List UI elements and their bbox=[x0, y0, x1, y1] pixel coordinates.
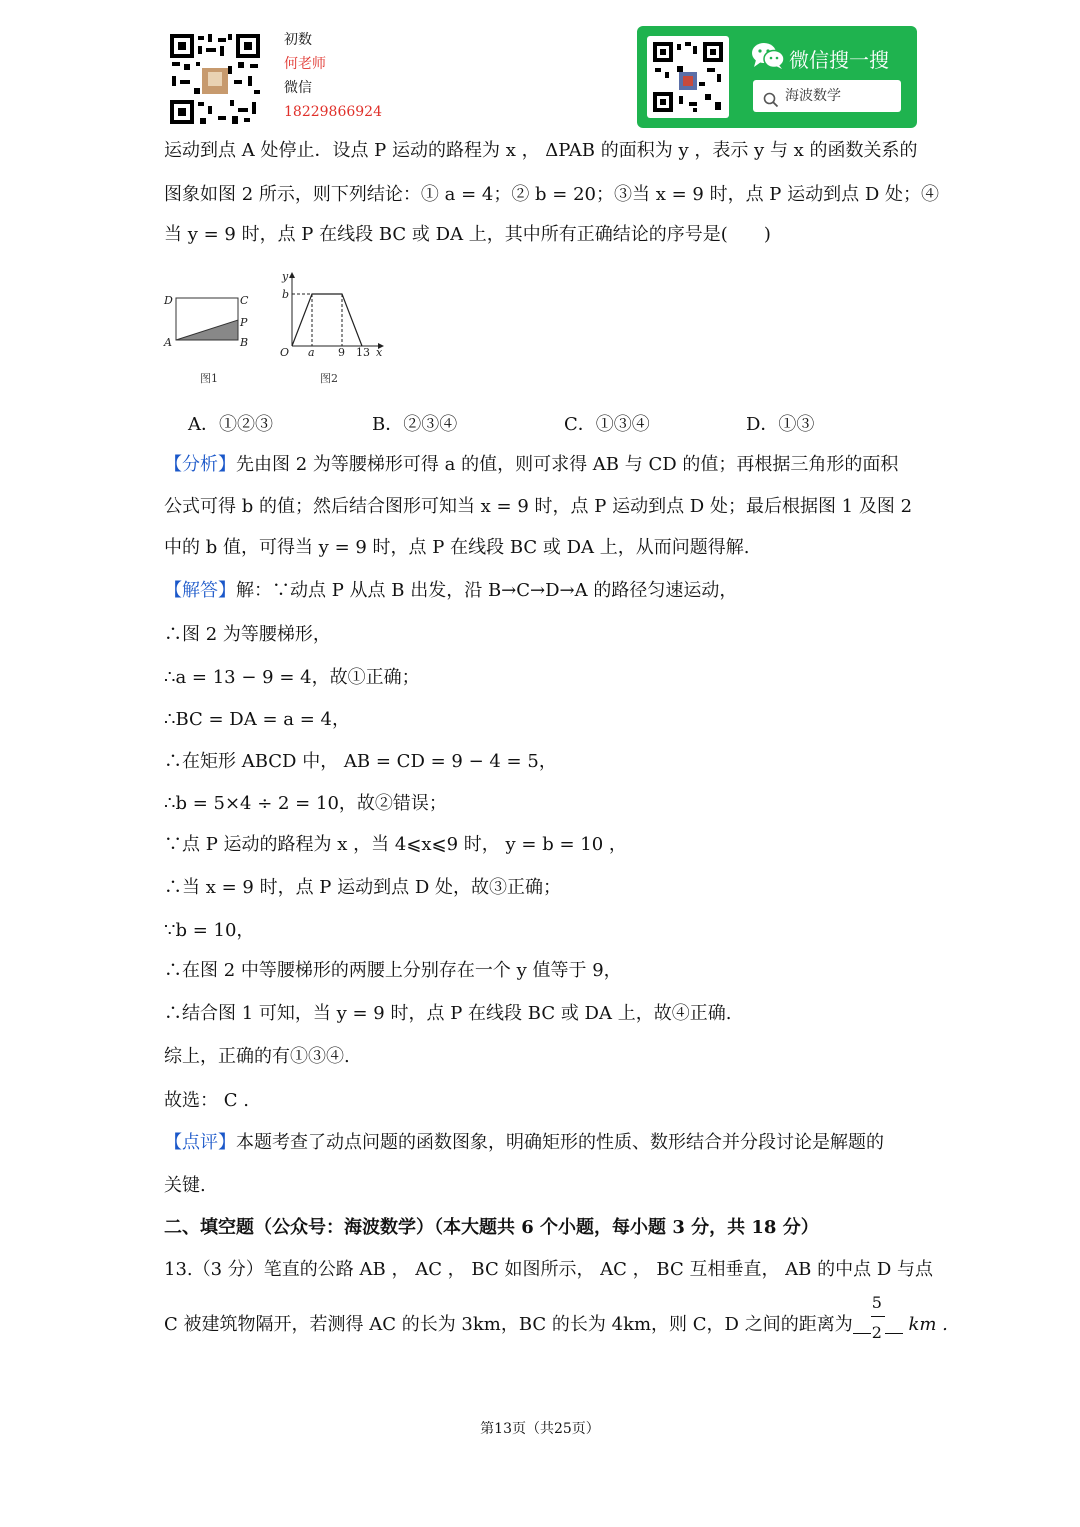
figure-1-caption: 图1 bbox=[200, 372, 218, 385]
solution-step: ∴b = 5×4 ÷ 2 = 10，故②错误； bbox=[164, 793, 447, 814]
fig2-label-b: b bbox=[282, 288, 290, 301]
fig1-label-b: B bbox=[240, 336, 249, 349]
solution-step: ∴图 2 为等腰梯形， bbox=[164, 624, 331, 645]
q13-answer-numerator: 5 bbox=[871, 1293, 882, 1312]
q13-answer-denominator: 2 bbox=[871, 1323, 882, 1342]
analysis-line-3: 中的 b 值，可得当 y = 9 时，点 P 在线段 BC 或 DA 上，从而问题得解. bbox=[164, 537, 750, 558]
solution-step: ∵点 P 运动的路程为 x ，当 4⩽x⩽9 时， y = b = 10 ， bbox=[164, 834, 627, 855]
solution-step: ∴当 x = 9 时，点 P 运动到点 D 处，故③正确； bbox=[164, 877, 562, 898]
figure-1 bbox=[160, 290, 260, 354]
solution-step: ∴结合图 1 可知，当 y = 9 时，点 P 在线段 BC 或 DA 上，故④正确. bbox=[164, 1003, 732, 1024]
analysis-tag: 【分析】 bbox=[164, 454, 236, 475]
search-icon bbox=[763, 88, 779, 120]
solution-step: ∴BC = DA = a = 4， bbox=[164, 709, 350, 730]
problem-line-3: 当 y = 9 时，点 P 在线段 BC 或 DA 上，其中所有正确结论的序号是( ) bbox=[164, 224, 771, 245]
fig2-label-9: 9 bbox=[338, 346, 345, 359]
solution-step: ∴在矩形 ABCD 中， AB = CD = 9 − 4 = 5， bbox=[164, 751, 557, 772]
wechat-search-title: 微信搜一搜 bbox=[789, 48, 889, 72]
option-a[interactable]: A．①②③ bbox=[188, 414, 273, 435]
analysis-line-2: 公式可得 b 的值；然后结合图形可知当 x = 9 时，点 P 运动到点 D 处；最后根据图 1 及图 2 bbox=[164, 496, 913, 517]
q13-line-2 bbox=[164, 1293, 948, 1342]
contact-line-wechat: 微信 bbox=[284, 80, 312, 96]
fig1-label-c: C bbox=[240, 294, 249, 307]
fig1-label-d: D bbox=[164, 294, 173, 307]
contact-line-subject: 初数 bbox=[284, 32, 312, 48]
fig2-label-o: O bbox=[280, 346, 290, 359]
option-c[interactable]: C．①③④ bbox=[564, 414, 650, 435]
fig1-label-a: A bbox=[164, 336, 172, 349]
problem-line-2: 图象如图 2 所示，则下列结论：① a = 4；② b = 20；③当 x = 9 时，点 P 运动到点 D 处；④ bbox=[164, 184, 939, 205]
qr-code-left bbox=[168, 32, 262, 126]
comment-text-1: 本题考查了动点问题的函数图象，明确矩形的性质、数形结合并分段讨论是解题的 bbox=[236, 1132, 884, 1153]
wechat-search-text: 海波数学 bbox=[785, 88, 841, 104]
analysis-line-1 bbox=[164, 452, 898, 478]
problem-line-1: 运动到点 A 处停止．设点 P 运动的路程为 x ， ΔPAB 的面积为 y ，表示 y 与 x 的函数关系的 bbox=[164, 140, 918, 161]
solution-step: ∴在图 2 中等腰梯形的两腰上分别存在一个 y 值等于 9， bbox=[164, 960, 622, 981]
solution-step: ∴a = 13 − 9 = 4，故①正确； bbox=[164, 667, 420, 688]
figure-2 bbox=[270, 268, 390, 360]
fig2-label-y: y bbox=[282, 270, 289, 283]
contact-line-teacher: 何老师 bbox=[284, 56, 326, 72]
qr-code-wechat bbox=[647, 36, 729, 118]
solution-tag: 【解答】 bbox=[164, 580, 236, 601]
solution-text-1: 解：∵动点 P 从点 B 出发，沿 B→C→D→A 的路径匀速运动， bbox=[236, 580, 738, 601]
solution-step: ∵b = 10， bbox=[164, 920, 255, 941]
comment-line-2: 关键. bbox=[164, 1175, 206, 1196]
section-2-heading: 二、填空题（公众号：海波数学）（本大题共 6 个小题，每小题 3 分，共 18 分） bbox=[164, 1217, 819, 1238]
q13-text-2: C 被建筑物隔开，若测得 AC 的长为 3km，BC 的长为 4km，则 C，D 之间的距离为 bbox=[164, 1314, 853, 1335]
comment-tag: 【点评】 bbox=[164, 1132, 236, 1153]
page-footer: 第13页（共25页） bbox=[480, 1421, 600, 1437]
wechat-search-box[interactable] bbox=[753, 80, 901, 112]
solution-step: 故选： C . bbox=[164, 1090, 249, 1111]
analysis-text-1: 先由图 2 为等腰梯形可得 a 的值，则可求得 AB 与 CD 的值；再根据三角形的面积 bbox=[236, 454, 899, 475]
wechat-logo-icon bbox=[751, 42, 785, 74]
comment-line-1 bbox=[164, 1130, 884, 1156]
q13-unit: km . bbox=[908, 1314, 948, 1335]
option-d[interactable]: D．①③ bbox=[746, 414, 815, 435]
fig2-label-13: 13 bbox=[356, 346, 370, 359]
contact-info bbox=[284, 28, 382, 124]
solution-line-1 bbox=[164, 578, 737, 604]
q13-line-1: 13.（3 分）笔直的公路 AB ， AC ， BC 如图所示， AC ， BC 互相垂直， AB 的中点 D 与点 bbox=[164, 1259, 933, 1280]
fig2-label-x: x bbox=[376, 346, 383, 359]
contact-line-phone: 18229866924 bbox=[284, 104, 382, 120]
wechat-search-banner[interactable] bbox=[637, 26, 917, 128]
figure-2-caption: 图2 bbox=[320, 372, 338, 385]
q13-answer-fraction bbox=[871, 1293, 885, 1342]
solution-step: 综上，正确的有①③④. bbox=[164, 1046, 350, 1067]
fig2-label-a: a bbox=[308, 346, 315, 359]
fig1-label-p: P bbox=[240, 316, 248, 329]
option-b[interactable]: B．②③④ bbox=[372, 414, 458, 435]
